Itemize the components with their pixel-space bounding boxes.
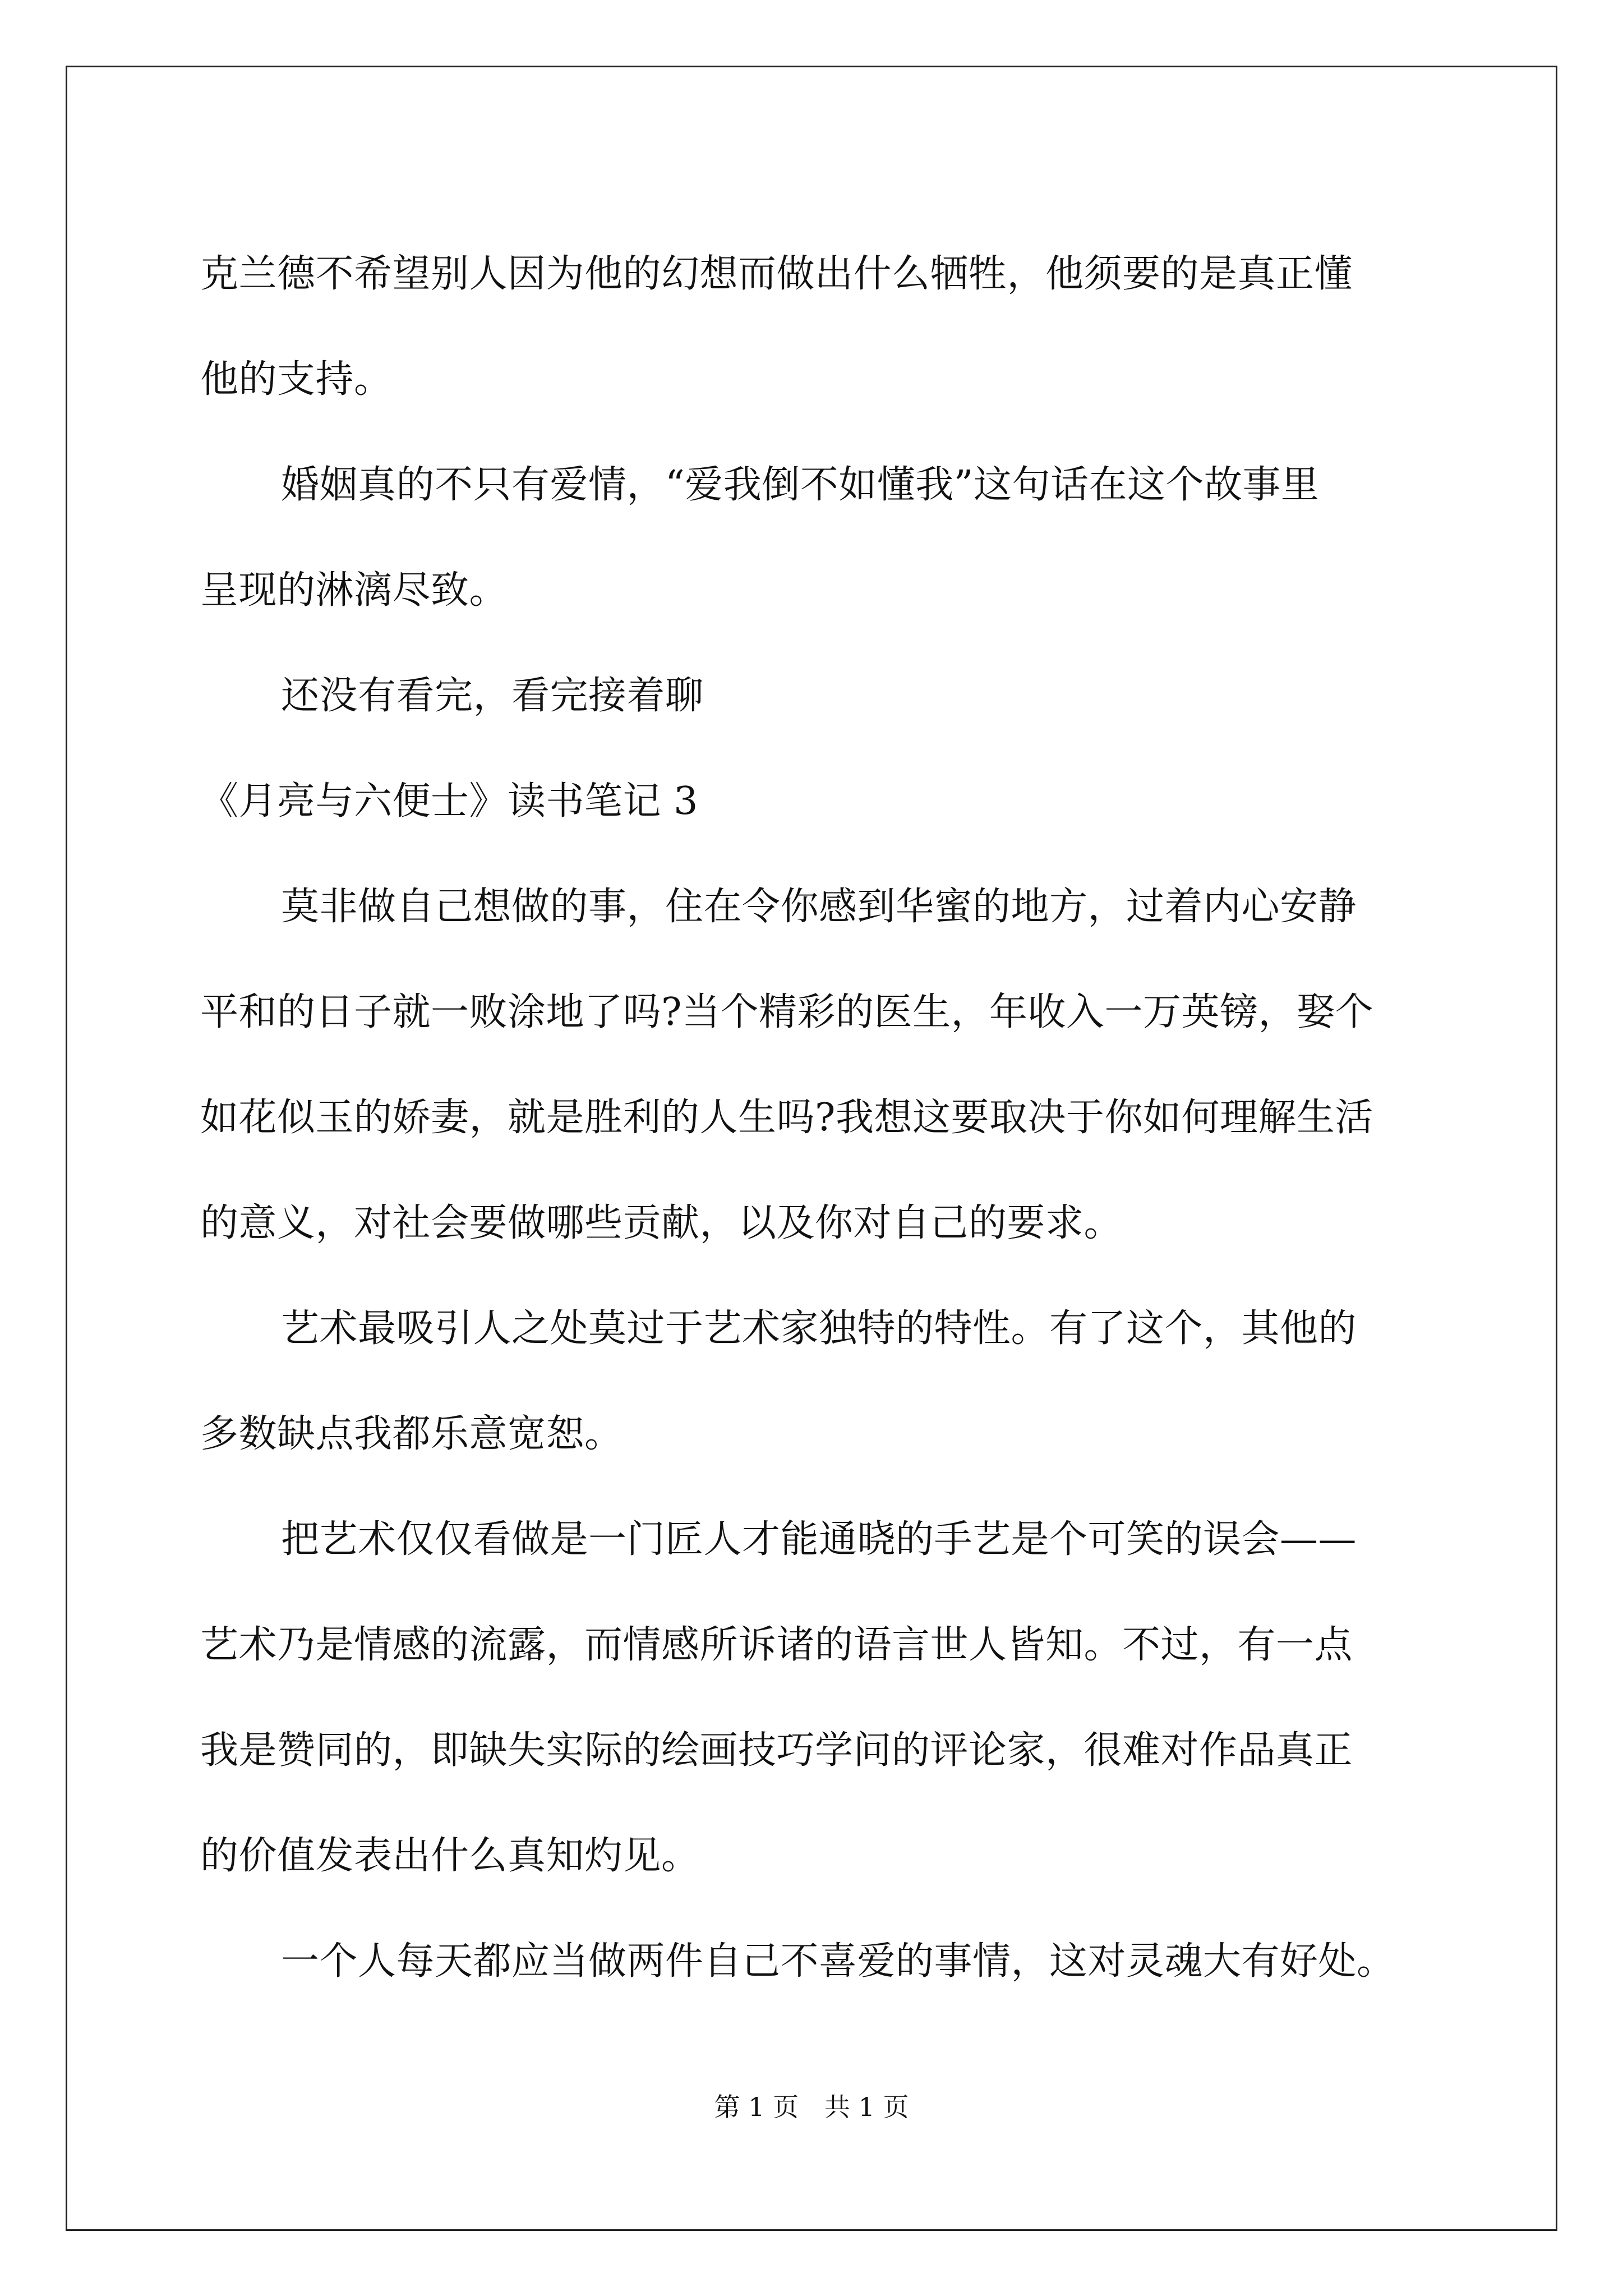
text-line-9: 如花似玉的娇妻，就是胜利的人生吗?我想这要取决于你如何理解生活 [200,1096,1373,1140]
text-line-1: 克兰德不希望别人因为他的幻想而做出什么牺牲，他须要的是真正懂 [200,252,1353,296]
text-line-8: 平和的日子就一败涂地了吗?当个精彩的医生，年收入一万英镑，娶个 [200,990,1373,1034]
text-line-11: 艺术最吸引人之处莫过于艺术家独特的特性。有了这个，其他的 [281,1306,1357,1351]
text-line-13: 把艺术仅仅看做是一门匠人才能通晓的手艺是个可笑的误会—— [281,1517,1357,1562]
text-line-17: 一个人每天都应当做两件自己不喜爱的事情，这对灵魂大有好处。 [281,1939,1395,1984]
text-line-2: 他的支持。 [200,357,393,402]
text-line-14: 艺术乃是情感的流露，而情感所诉诸的语言世人皆知。不过，有一点 [200,1623,1353,1667]
text-line-5: 还没有看完，看完接着聊 [281,674,704,718]
text-line-7: 莫非做自己想做的事，住在令你感到华蜜的地方，过着内心安静 [281,885,1357,929]
section-heading: 《月亮与六便士》读书笔记 3 [200,779,698,823]
text-line-15: 我是赞同的，即缺失实际的绘画技巧学问的评论家，很难对作品真正 [200,1728,1353,1773]
text-line-16: 的价值发表出什么真知灼见。 [200,1834,700,1878]
text-line-3: 婚姻真的不只有爱情，“爱我倒不如懂我”这句话在这个故事里 [281,463,1320,507]
text-line-12: 多数缺点我都乐意宽恕。 [200,1412,623,1456]
document-body [200,222,1434,2014]
page-number-footer: 第 1 页 共 1 页 [714,2092,909,2122]
text-line-10: 的意义，对社会要做哪些贡献，以及你对自己的要求。 [200,1201,1123,1245]
text-line-4: 呈现的淋漓尽致。 [200,568,508,613]
